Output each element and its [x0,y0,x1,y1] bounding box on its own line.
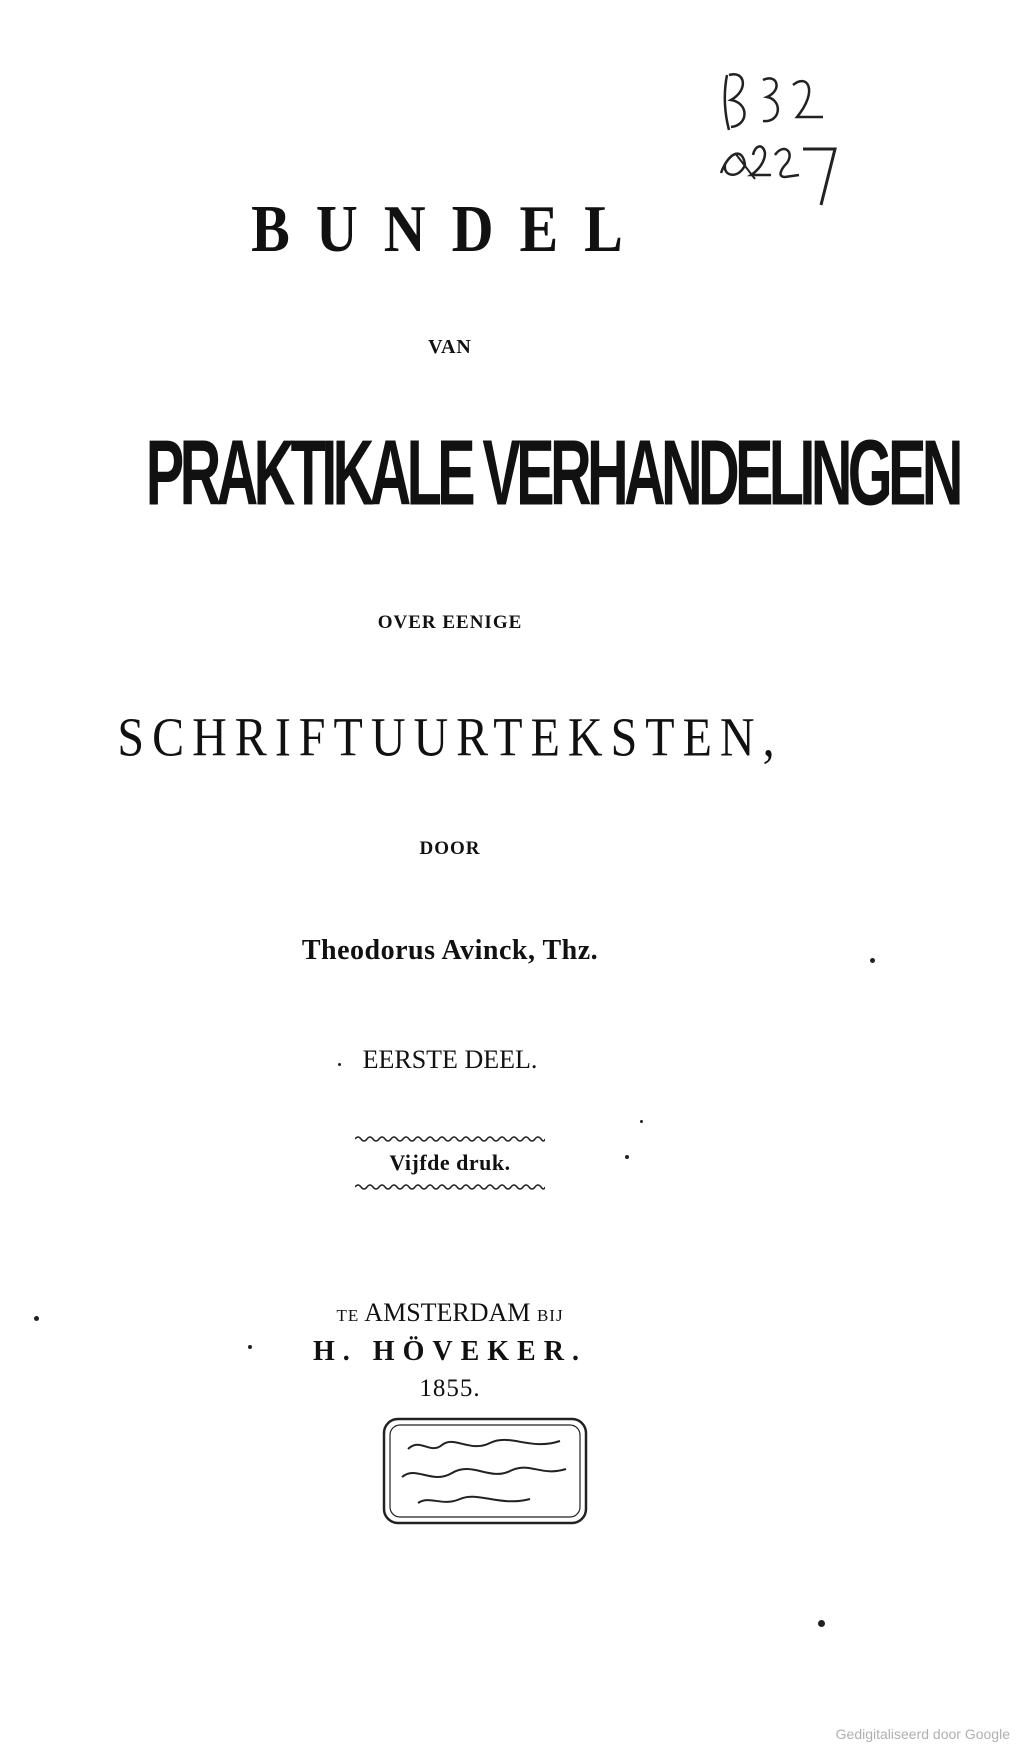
title-over-eenige: OVER EENIGE [377,612,523,633]
imprint-city [0,1298,900,1328]
speck [248,1345,252,1349]
edition-block [355,1130,545,1196]
speck [640,1120,643,1123]
title-bundel: BUNDEL [251,191,649,266]
title-main: PRAKTIKALE VERHANDELINGEN [145,420,959,525]
imprint-city-prefix: TE [336,1306,360,1325]
speck [870,958,875,963]
imprint-publisher: H. HÖVEKER. [313,1336,587,1367]
library-stamp [380,1415,590,1527]
watermark: Gedigitaliseerd door Google [835,1726,1010,1742]
speck [338,1063,341,1066]
speck [625,1155,629,1159]
imprint-city-name: AMSTERDAM [364,1298,531,1327]
edition-label: Vijfde druk. [389,1150,511,1175]
title-van: VAN [428,336,472,358]
author-name: Theodorus Avinck, Thz. [301,935,599,966]
volume-label: EERSTE DEEL. [362,1045,538,1074]
speck [818,1620,825,1627]
wavy-rule-bottom [355,1183,545,1191]
title-schriftuurteksten: SCHRIFTUURTEKSTEN, [117,707,783,768]
imprint-city-suffix: BIJ [536,1306,564,1325]
speck [34,1316,39,1321]
byline-door: DOOR [419,838,481,859]
imprint-year: 1855. [419,1375,481,1402]
wavy-rule-top [355,1135,545,1143]
